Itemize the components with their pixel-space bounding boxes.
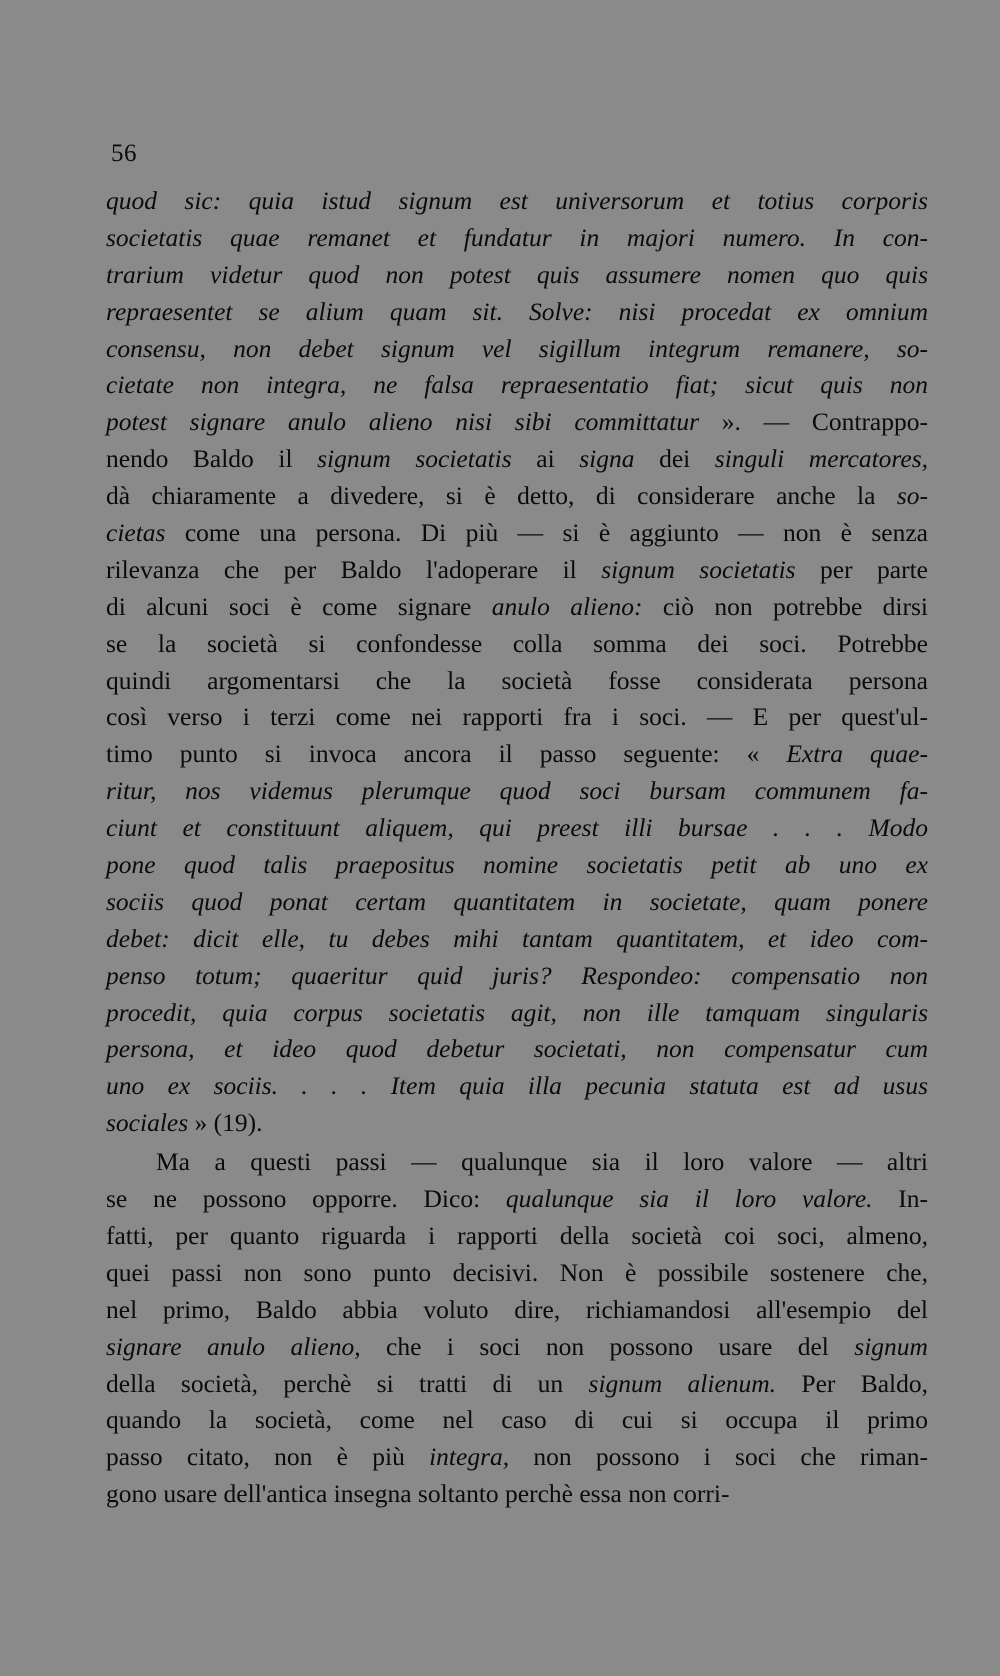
text-line bbox=[106, 810, 928, 847]
text-line bbox=[106, 515, 928, 552]
roman-text: dà chiaramente a divedere, si è detto, di considerare anche la bbox=[106, 481, 897, 511]
italic-text: debet: dicit elle, tu debes mihi tantam quantitatem, et ideo com- bbox=[106, 923, 928, 953]
text-line bbox=[106, 257, 928, 294]
body-text bbox=[106, 183, 928, 1513]
text-line bbox=[106, 441, 928, 478]
text-line bbox=[106, 847, 928, 884]
italic-text: signum societatis bbox=[317, 444, 512, 474]
italic-text: signum alienum. bbox=[588, 1368, 777, 1398]
paragraph-1 bbox=[106, 183, 928, 1142]
text-line bbox=[106, 478, 928, 515]
text-line bbox=[106, 1031, 928, 1068]
text-line bbox=[106, 736, 928, 773]
text-line bbox=[106, 626, 928, 663]
text-line bbox=[106, 1255, 928, 1292]
roman-text: gono usare dell'antica insegna soltanto perchè essa non corri- bbox=[106, 1479, 730, 1509]
text-line bbox=[106, 1402, 928, 1439]
roman-text: nel primo, Baldo abbia voluto dire, richiamandosi all'esempio del bbox=[106, 1294, 928, 1324]
text-line bbox=[106, 220, 928, 257]
italic-text: signum bbox=[854, 1331, 928, 1361]
roman-text: per parte bbox=[795, 554, 928, 584]
italic-text: singuli mercatores, bbox=[714, 444, 929, 474]
roman-text: non possono i soci che riman- bbox=[509, 1442, 928, 1472]
text-line bbox=[106, 1292, 928, 1329]
italic-text: penso totum; quaeritur quid juris? Respondeo: compensatio non bbox=[106, 960, 928, 990]
roman-text: quando la società, come nel caso di cui si occupa il primo bbox=[106, 1405, 928, 1435]
italic-text: signare anulo alieno, bbox=[106, 1331, 361, 1361]
text-line bbox=[106, 1366, 928, 1403]
text-line bbox=[106, 884, 928, 921]
roman-text: ai bbox=[511, 444, 580, 474]
roman-text: passo citato, non è più bbox=[106, 1442, 430, 1472]
roman-text: quindi argomentarsi che la società fosse considerata persona bbox=[106, 665, 928, 695]
italic-text: qualunque sia il loro valore. bbox=[505, 1184, 873, 1214]
roman-text: nendo Baldo il bbox=[106, 444, 318, 474]
text-line bbox=[106, 367, 928, 404]
italic-text: pone quod talis praepositus nomine societatis petit ab uno ex bbox=[106, 850, 928, 880]
italic-text: repraesentet se alium quam sit. Solve: nisi procedat ex omnium bbox=[106, 296, 928, 326]
italic-text: Extra quae- bbox=[786, 739, 928, 769]
text-line bbox=[106, 1144, 928, 1181]
roman-text: dei bbox=[634, 444, 715, 474]
text-line bbox=[106, 773, 928, 810]
text-line bbox=[106, 294, 928, 331]
italic-text: signa bbox=[579, 444, 635, 474]
italic-text: consensu, non debet signum vel sigillum integrum remanere, so- bbox=[106, 333, 928, 363]
text-line bbox=[106, 995, 928, 1032]
italic-text: anulo alieno: bbox=[491, 591, 643, 621]
roman-text: quei passi non sono punto decisivi. Non è possibile sostenere che, bbox=[106, 1257, 928, 1287]
text-line bbox=[106, 921, 928, 958]
roman-text: Per Baldo, bbox=[776, 1368, 929, 1398]
text-line bbox=[106, 1439, 928, 1476]
roman-text: fatti, per quanto riguarda i rapporti della società coi soci, almeno, bbox=[106, 1220, 928, 1250]
roman-text: ». — Contrappo- bbox=[699, 407, 928, 437]
italic-text: ciunt et constituunt aliquem, qui preest illi bursae . . . Modo bbox=[106, 813, 928, 843]
italic-text: so- bbox=[896, 481, 928, 511]
italic-text: societatis quae remanet et fundatur in majori numero. In con- bbox=[106, 222, 928, 252]
roman-text: come una persona. Di più — si è aggiunto — non è senza bbox=[165, 518, 928, 548]
text-line bbox=[106, 183, 928, 220]
italic-text: uno ex sociis. . . . Item quia illa pecunia statuta est ad usus bbox=[106, 1071, 928, 1101]
text-line bbox=[106, 1218, 928, 1255]
text-line bbox=[106, 1329, 928, 1366]
paragraph-2 bbox=[106, 1144, 928, 1513]
text-line bbox=[106, 1181, 928, 1218]
roman-text: ciò non potrebbe dirsi bbox=[642, 591, 928, 621]
italic-text: integra, bbox=[429, 1442, 510, 1472]
text-line bbox=[106, 1476, 928, 1513]
italic-text: sociis quod ponat certam quantitatem in societate, quam ponere bbox=[106, 886, 928, 916]
italic-text: potest signare anulo alieno nisi sibi committatur bbox=[106, 407, 700, 437]
italic-text: cietate non integra, ne falsa repraesentatio fiat; sicut quis non bbox=[106, 370, 928, 400]
roman-text: così verso i terzi come nei rapporti fra i soci. — E per quest'ul- bbox=[106, 702, 928, 732]
text-line bbox=[106, 1068, 928, 1105]
roman-text: di alcuni soci è come signare bbox=[106, 591, 492, 621]
roman-text: se ne possono opporre. Dico: bbox=[106, 1184, 506, 1214]
italic-text: ritur, nos videmus plerumque quod soci bursam communem fa- bbox=[106, 776, 928, 806]
page-number: 56 bbox=[111, 140, 137, 167]
text-line bbox=[106, 552, 928, 589]
text-line bbox=[106, 331, 928, 368]
text-line bbox=[106, 699, 928, 736]
roman-text: Ma a questi passi — qualunque sia il loro valore — altri bbox=[156, 1147, 928, 1177]
italic-text: trarium videtur quod non potest quis assumere nomen quo quis bbox=[106, 259, 928, 289]
roman-text: della società, perchè si tratti di un bbox=[106, 1368, 589, 1398]
roman-text: » (19). bbox=[188, 1108, 263, 1138]
roman-text: se la società si confondesse colla somma dei soci. Potrebbe bbox=[106, 628, 928, 658]
italic-text: persona, et ideo quod debetur societati, non compensatur cum bbox=[106, 1034, 928, 1064]
italic-text: signum societatis bbox=[601, 554, 796, 584]
italic-text: cietas bbox=[106, 518, 166, 548]
roman-text: In- bbox=[872, 1184, 928, 1214]
roman-text: rilevanza che per Baldo l'adoperare il bbox=[106, 554, 602, 584]
text-line bbox=[106, 958, 928, 995]
roman-text: timo punto si invoca ancora il passo seguente: « bbox=[106, 739, 787, 769]
text-line bbox=[106, 589, 928, 626]
italic-text: procedit, quia corpus societatis agit, non ille tamquam singularis bbox=[106, 997, 928, 1027]
text-line bbox=[106, 404, 928, 441]
italic-text: quod sic: quia istud signum est universorum et totius corporis bbox=[106, 186, 928, 215]
text-line bbox=[106, 1105, 928, 1142]
text-line bbox=[106, 663, 928, 700]
roman-text: che i soci non possono usare del bbox=[360, 1331, 855, 1361]
italic-text: sociales bbox=[106, 1108, 189, 1138]
